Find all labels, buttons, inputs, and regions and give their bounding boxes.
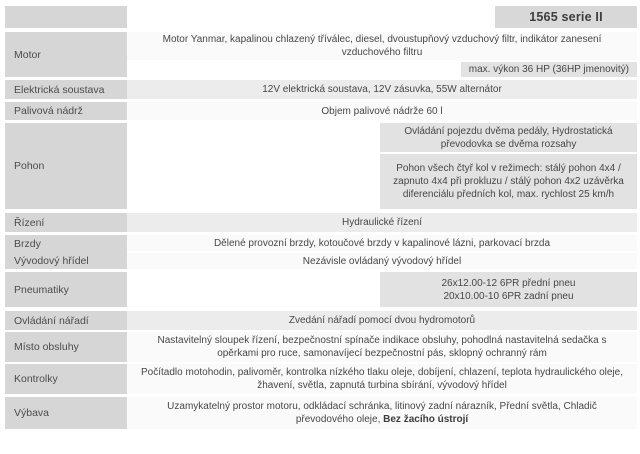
steering-description: Hydraulické řízení — [127, 213, 637, 232]
row-electrical-label: Elektrická soustava — [5, 80, 127, 99]
header-empty-label-cell — [5, 6, 127, 28]
equipment-description — [127, 397, 637, 429]
tires-front: 26x12.00-12 6PR přední pneu — [441, 277, 576, 289]
implement-control-description: Zvedání nářadí pomocí dvou hydromotorů — [127, 311, 637, 330]
motor-power: max. výkon 36 HP (36HP jmenovitý) — [461, 62, 637, 77]
row-brakes-pto — [5, 235, 637, 269]
row-indicators-label: Kontrolky — [5, 364, 127, 394]
tires-rear: 20x10.00-10 6PR zadní pneu — [443, 290, 574, 302]
row-implement-control — [5, 311, 637, 330]
row-motor — [5, 32, 637, 77]
row-tires-content — [127, 272, 637, 307]
row-steering-label: Řízení — [5, 213, 127, 232]
row-drive-label: Pohon — [5, 123, 127, 209]
header-row — [5, 6, 637, 28]
row-brakes-label: Brzdy — [14, 237, 41, 250]
fuel-tank-description: Objem palivové nádrže 60 l — [127, 102, 637, 120]
drive-modes: Pohon všech čtyř kol v režimech: stálý pohon 4x4 / zapnuto 4x4 při prokluzu / stálý pohon 4x2 uzávěrka diferenciálu předních kol, max. rychlost 25 km/h — [380, 154, 637, 209]
row-drive — [5, 123, 637, 209]
operator-station-description: Nastavitelný sloupek řízení, bezpečnostní spínače indikace obsluhy, pohodlná nastavitelná sedačka s opěrkami pro ruce, samonavíjecí bezpečnostní pás, sklopný ochranný rám — [127, 332, 637, 362]
pto-description: Nezávisle ovládaný vývodový hřídel — [127, 253, 637, 269]
row-indicators-content — [127, 364, 637, 394]
row-fuel-tank-label: Palivová nádrž — [5, 102, 127, 120]
drive-transmission: Ovládání pojezdu dvěma pedály, Hydrostatická převodovka se dvěma rozsahy — [380, 123, 637, 152]
row-steering-content — [127, 213, 637, 232]
brakes-description: Dělené provozní brzdy, kotoučové brzdy v kapalinové lázni, parkovací brzda — [127, 235, 637, 251]
row-fuel-tank — [5, 102, 637, 120]
row-pto-label: Vývodový hřídel — [14, 254, 89, 267]
equipment-description-bold: Bez žacího ústrojí — [383, 414, 469, 425]
row-motor-label: Motor — [5, 32, 127, 77]
row-brakes-pto-content — [127, 235, 637, 269]
row-implement-control-content — [127, 311, 637, 330]
tires-spec — [380, 272, 637, 307]
row-electrical-content — [127, 80, 637, 99]
series-badge: 1565 serie II — [495, 6, 637, 28]
row-drive-content — [127, 123, 637, 209]
row-operator-station — [5, 332, 637, 362]
row-implement-control-label: Ovládání nářadí — [5, 311, 127, 330]
row-steering — [5, 213, 637, 232]
row-equipment-label: Výbava — [5, 397, 127, 429]
motor-description: Motor Yanmar, kapalinou chlazený tříválec, diesel, dvoustupňový vzduchový filtr, indikátor zanesení vzduchového filtru — [127, 32, 637, 60]
row-motor-content — [127, 32, 637, 77]
indicators-description: Počítadlo motohodin, palivoměr, kontrolka nízkého tlaku oleje, dobíjení, chlazení, teplota hydraulického oleje, žhavení, světla, zapnutá turbina sbírání, vývodový hřídel — [127, 364, 637, 394]
row-brakes-pto-label — [5, 235, 127, 269]
electrical-description: 12V elektrická soustava, 12V zásuvka, 55W alternátor — [127, 80, 637, 99]
row-tires — [5, 272, 637, 307]
row-operator-station-label: Místo obsluhy — [5, 332, 127, 362]
row-equipment — [5, 397, 637, 429]
row-tires-label: Pneumatiky — [5, 272, 127, 307]
row-operator-station-content — [127, 332, 637, 362]
row-electrical — [5, 80, 637, 99]
row-indicators — [5, 364, 637, 394]
header-content — [127, 6, 637, 28]
row-fuel-tank-content — [127, 102, 637, 120]
equipment-description-regular: Uzamykatelný prostor motoru, odkládací schránka, litinový zadní nárazník, Přední světla, Chladič převodového oleje, — [167, 401, 597, 425]
spec-sheet — [5, 6, 637, 444]
row-equipment-content — [127, 397, 637, 429]
